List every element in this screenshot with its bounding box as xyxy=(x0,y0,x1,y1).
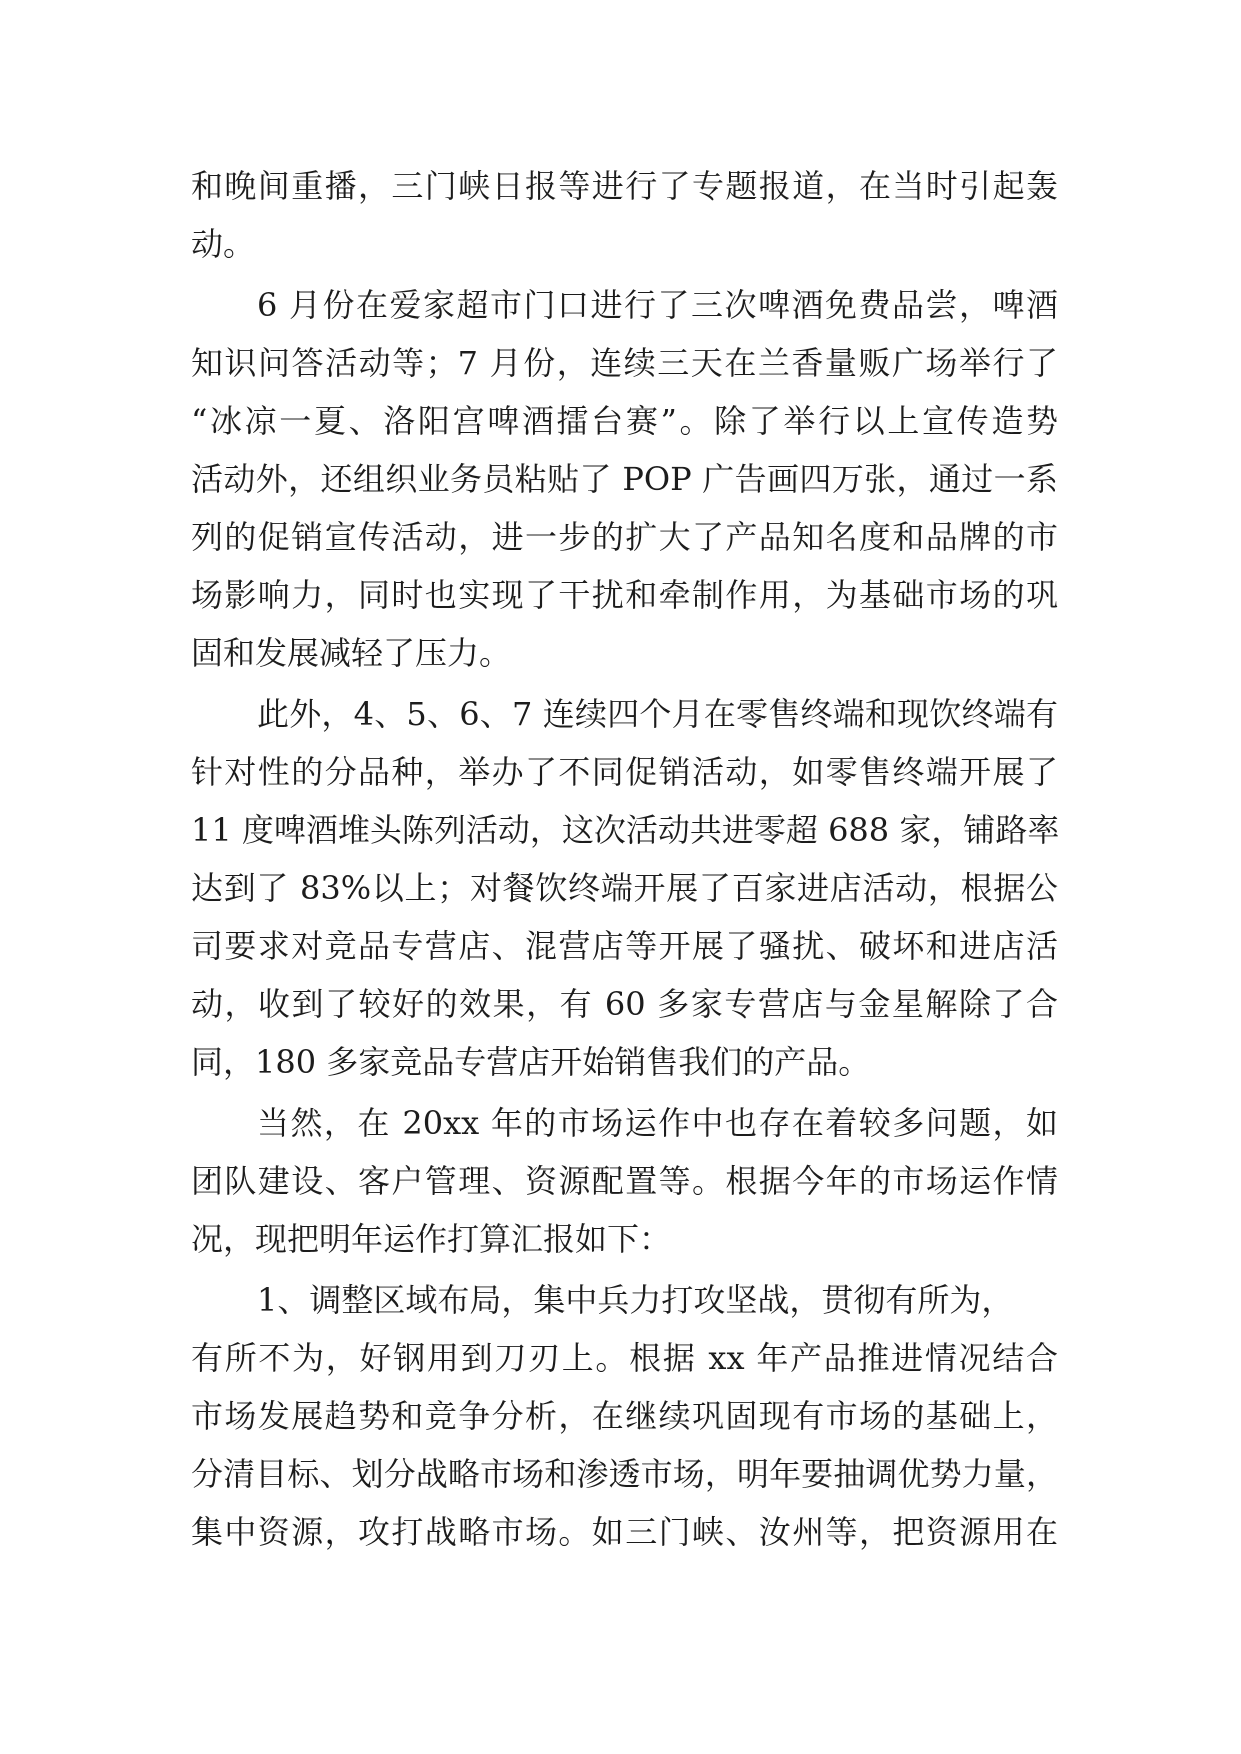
document-line: 达到了 83%以上；对餐饮终端开展了百家进店活动，根据公 xyxy=(191,869,1058,907)
document-line: 有所不为，好钢用到刀刃上。根据 xx 年产品推进情况结合 xyxy=(191,1339,1058,1377)
document-line: 分清目标、划分战略市场和渗透市场，明年要抽调优势力量， xyxy=(191,1455,1058,1493)
document-line: 6 月份在爱家超市门口进行了三次啤酒免费品尝，啤酒 xyxy=(257,286,1058,324)
paragraph xyxy=(191,157,1058,273)
paragraph xyxy=(191,1094,1058,1268)
document-line: 同，180 多家竞品专营店开始销售我们的产品。 xyxy=(191,1043,871,1081)
document-line: 针对性的分品种，举办了不同促销活动，如零售终端开展了 xyxy=(191,753,1058,791)
document-line: 况，现把明年运作打算汇报如下： xyxy=(191,1220,672,1258)
document-line: 此外，4、5、6、7 连续四个月在零售终端和现饮终端有 xyxy=(257,695,1058,733)
document-body xyxy=(191,157,1058,1561)
document-line: 当然，在 20xx 年的市场运作中也存在着较多问题，如 xyxy=(257,1104,1058,1142)
paragraph xyxy=(191,276,1058,682)
document-line: 集中资源，攻打战略市场。如三门峡、汝州等，把资源用在 xyxy=(191,1513,1058,1551)
document-line: “冰凉一夏、洛阳宫啤酒擂台赛”。除了举行以上宣传造势 xyxy=(191,402,1058,440)
document-line: 知识问答活动等；7 月份，连续三天在兰香量贩广场举行了 xyxy=(191,344,1058,382)
document-line: 动，收到了较好的效果，有 60 多家专营店与金星解除了合 xyxy=(191,985,1058,1023)
paragraph xyxy=(191,685,1058,1091)
document-line: 团队建设、客户管理、资源配置等。根据今年的市场运作情 xyxy=(191,1162,1058,1200)
document-line: 动。 xyxy=(191,225,256,263)
document-line: 司要求对竞品专营店、混营店等开展了骚扰、破坏和进店活 xyxy=(191,927,1058,965)
document-line: 和晚间重播，三门峡日报等进行了专题报道，在当时引起轰 xyxy=(191,167,1058,205)
document-line: 固和发展减轻了压力。 xyxy=(191,634,512,672)
document-line: 1、调整区域布局，集中兵力打攻坚战，贯彻有所为， xyxy=(257,1281,1014,1319)
paragraph xyxy=(191,1271,1058,1561)
document-line: 场影响力，同时也实现了干扰和牵制作用，为基础市场的巩 xyxy=(191,576,1058,614)
document-line: 市场发展趋势和竞争分析，在继续巩固现有市场的基础上， xyxy=(191,1397,1058,1435)
document-line: 列的促销宣传活动，进一步的扩大了产品知名度和品牌的市 xyxy=(191,518,1058,556)
document-line: 活动外，还组织业务员粘贴了 POP 广告画四万张，通过一系 xyxy=(191,460,1058,498)
document-line: 11 度啤酒堆头陈列活动，这次活动共进零超 688 家，铺路率 xyxy=(191,811,1060,849)
